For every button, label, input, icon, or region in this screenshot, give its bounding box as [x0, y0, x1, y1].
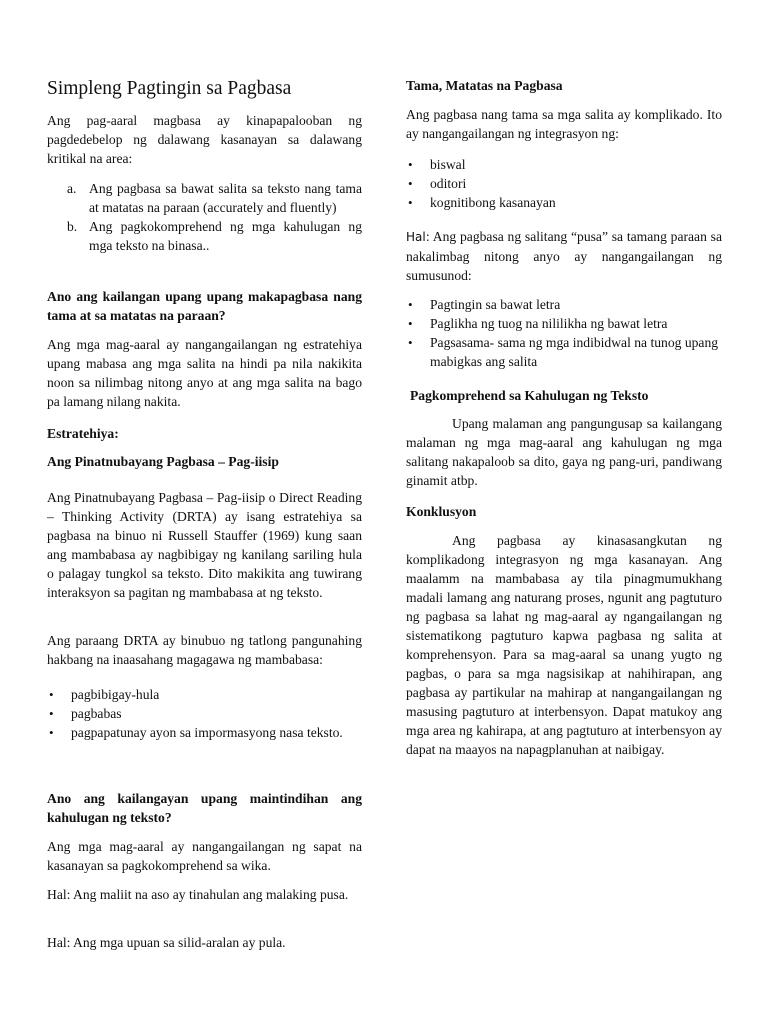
conclusion-paragraph: Ang pagbasa ay kinasasangkutan ng komplikadong integrasyon ng mga kasanayan. Ang maalamm na mambabasa ay tila pinagmumukhang madali lamang ang naturang proses, ngunit ang pagtuturo ng pagbasa sa lahat ng mag-aaral ay ngangailangan ng sistematikong pagtuturo kapwa pagbasa ng salita at komprehensyon. Para sa mag-aaral sa unang yugto ng pagbas, o para sa mga nagsisikap at nahihirapan, ang pagbasa ay partikular na mahirap at nangangailangan ng masusing pagtuturo at interbensyon. Dapat matukoy ang mga area ng kahirapa, at ang pagtuturo at interbensyon ay dapat na maayos na napagplanuhan at naibigay.: [406, 533, 722, 757]
list-text: Ang pagkokomprehend ng mga kahulugan ng mga teksto na binasa..: [89, 219, 362, 253]
list-item: [47, 179, 362, 217]
list-item: • Paglikha ng tuog na nililikha ng bawat letra: [406, 314, 722, 333]
list-item: • oditori: [406, 174, 722, 193]
question-heading-2: Ano ang kailangayan upang maintindihan ang kahulugan ng teksto?: [47, 791, 362, 825]
list-item: • pagpapatunay ayon sa impormasyong nasa teksto.: [47, 723, 362, 742]
list-item: • Pagsasama- sama ng mga indibidwal na tunog upang mabigkas ang salita: [406, 333, 722, 371]
estratehiya-heading: Estratehiya:: [47, 426, 119, 441]
drta-paragraph: Ang Pinatnubayang Pagbasa – Pag-iisip o Direct Reading – Thinking Activity (DRTA) ay isang estratehiya sa pagbasa na binuo ni Russell Stauffer (1969) kung saan ang mambabasa ay nagbibigay ng kanilang sariling hula o palagay tungkol sa teksto. Dito makikita ang tuwirang interaksyon sa pagitan ng mambabasa at ng teksto.: [47, 490, 362, 600]
list-marker: b.: [67, 219, 78, 234]
skills-bullets: [406, 155, 722, 212]
list-text: Ang pagbasa sa bawat salita sa teksto nang tama at matatas na paraan (accurately and fluently): [89, 181, 362, 215]
list-item: • pagbabas: [47, 704, 362, 723]
list-item: • biswal: [406, 155, 722, 174]
list-item: [47, 217, 362, 255]
example-1: Hal: Ang maliit na aso ay tinahulan ang malaking pusa.: [47, 887, 349, 902]
skills-list: [47, 179, 362, 255]
drta-steps-list: [47, 685, 362, 742]
drta-steps-intro: Ang paraang DRTA ay binubuo ng tatlong pangunahing hakbang na inaasahang magagawa ng mambabasa:: [47, 633, 362, 667]
comprehension-heading: Pagkomprehend sa Kahulugan ng Teksto: [410, 388, 649, 403]
example-2: Hal: Ang mga upuan sa silid-aralan ay pula.: [47, 935, 286, 950]
paragraph-estratehiya-intro: Ang mga mag-aaral ay nangangailangan ng estratehiya upang mabasa ang mga salita na hindi pa nila nakikita noon sa nilimbag nitong anyo at ang mga salita na bago pa lamang nilang nakita.: [47, 337, 362, 409]
reading-steps-bullets: [406, 295, 722, 371]
example-prefix: Hal:: [406, 230, 430, 244]
list-item: • Pagtingin sa bawat letra: [406, 295, 722, 314]
fluency-heading: Tama, Matatas na Pagbasa: [406, 78, 563, 93]
question-heading-1: Ano ang kailangan upang upang makapagbasa nang tama at sa matatas na paraan?: [47, 289, 362, 323]
list-item: • pagbibigay-hula: [47, 685, 362, 704]
drta-heading: Ang Pinatnubayang Pagbasa – Pag-iisip: [47, 454, 279, 469]
example-text: Ang pagbasa ng salitang “pusa” sa tamang paraan sa nakalimbag nitong anyo ay nangangailangan ng sumusunod:: [406, 229, 722, 283]
page-title: Simpleng Pagtingin sa Pagbasa: [47, 78, 292, 99]
list-item: • kognitibong kasanayan: [406, 193, 722, 212]
comprehension-paragraph: Ang mga mag-aaral ay nangangailangan ng sapat na kasanayan sa pagkokomprehend sa wika.: [47, 839, 362, 873]
intro-paragraph: Ang pag-aaral magbasa ay kinapapalooban ng pagdedebelop ng dalawang kasanayan sa dalawang kritikal na area:: [47, 113, 362, 166]
conclusion-heading: Konklusyon: [406, 504, 477, 519]
pusa-example: [406, 227, 722, 285]
list-marker: a.: [67, 181, 77, 196]
fluency-paragraph: Ang pagbasa nang tama sa mga salita ay komplikado. Ito ay nangangailangan ng integrasyon ng:: [406, 107, 722, 141]
comprehension-paragraph: Upang malaman ang pangungusap sa kailangang malaman ng mga mag-aaral ang kahulugan ng mga salitang nakapaloob sa dito, gaya ng pang-uri, pandiwang ginamit atbp.: [406, 416, 722, 488]
